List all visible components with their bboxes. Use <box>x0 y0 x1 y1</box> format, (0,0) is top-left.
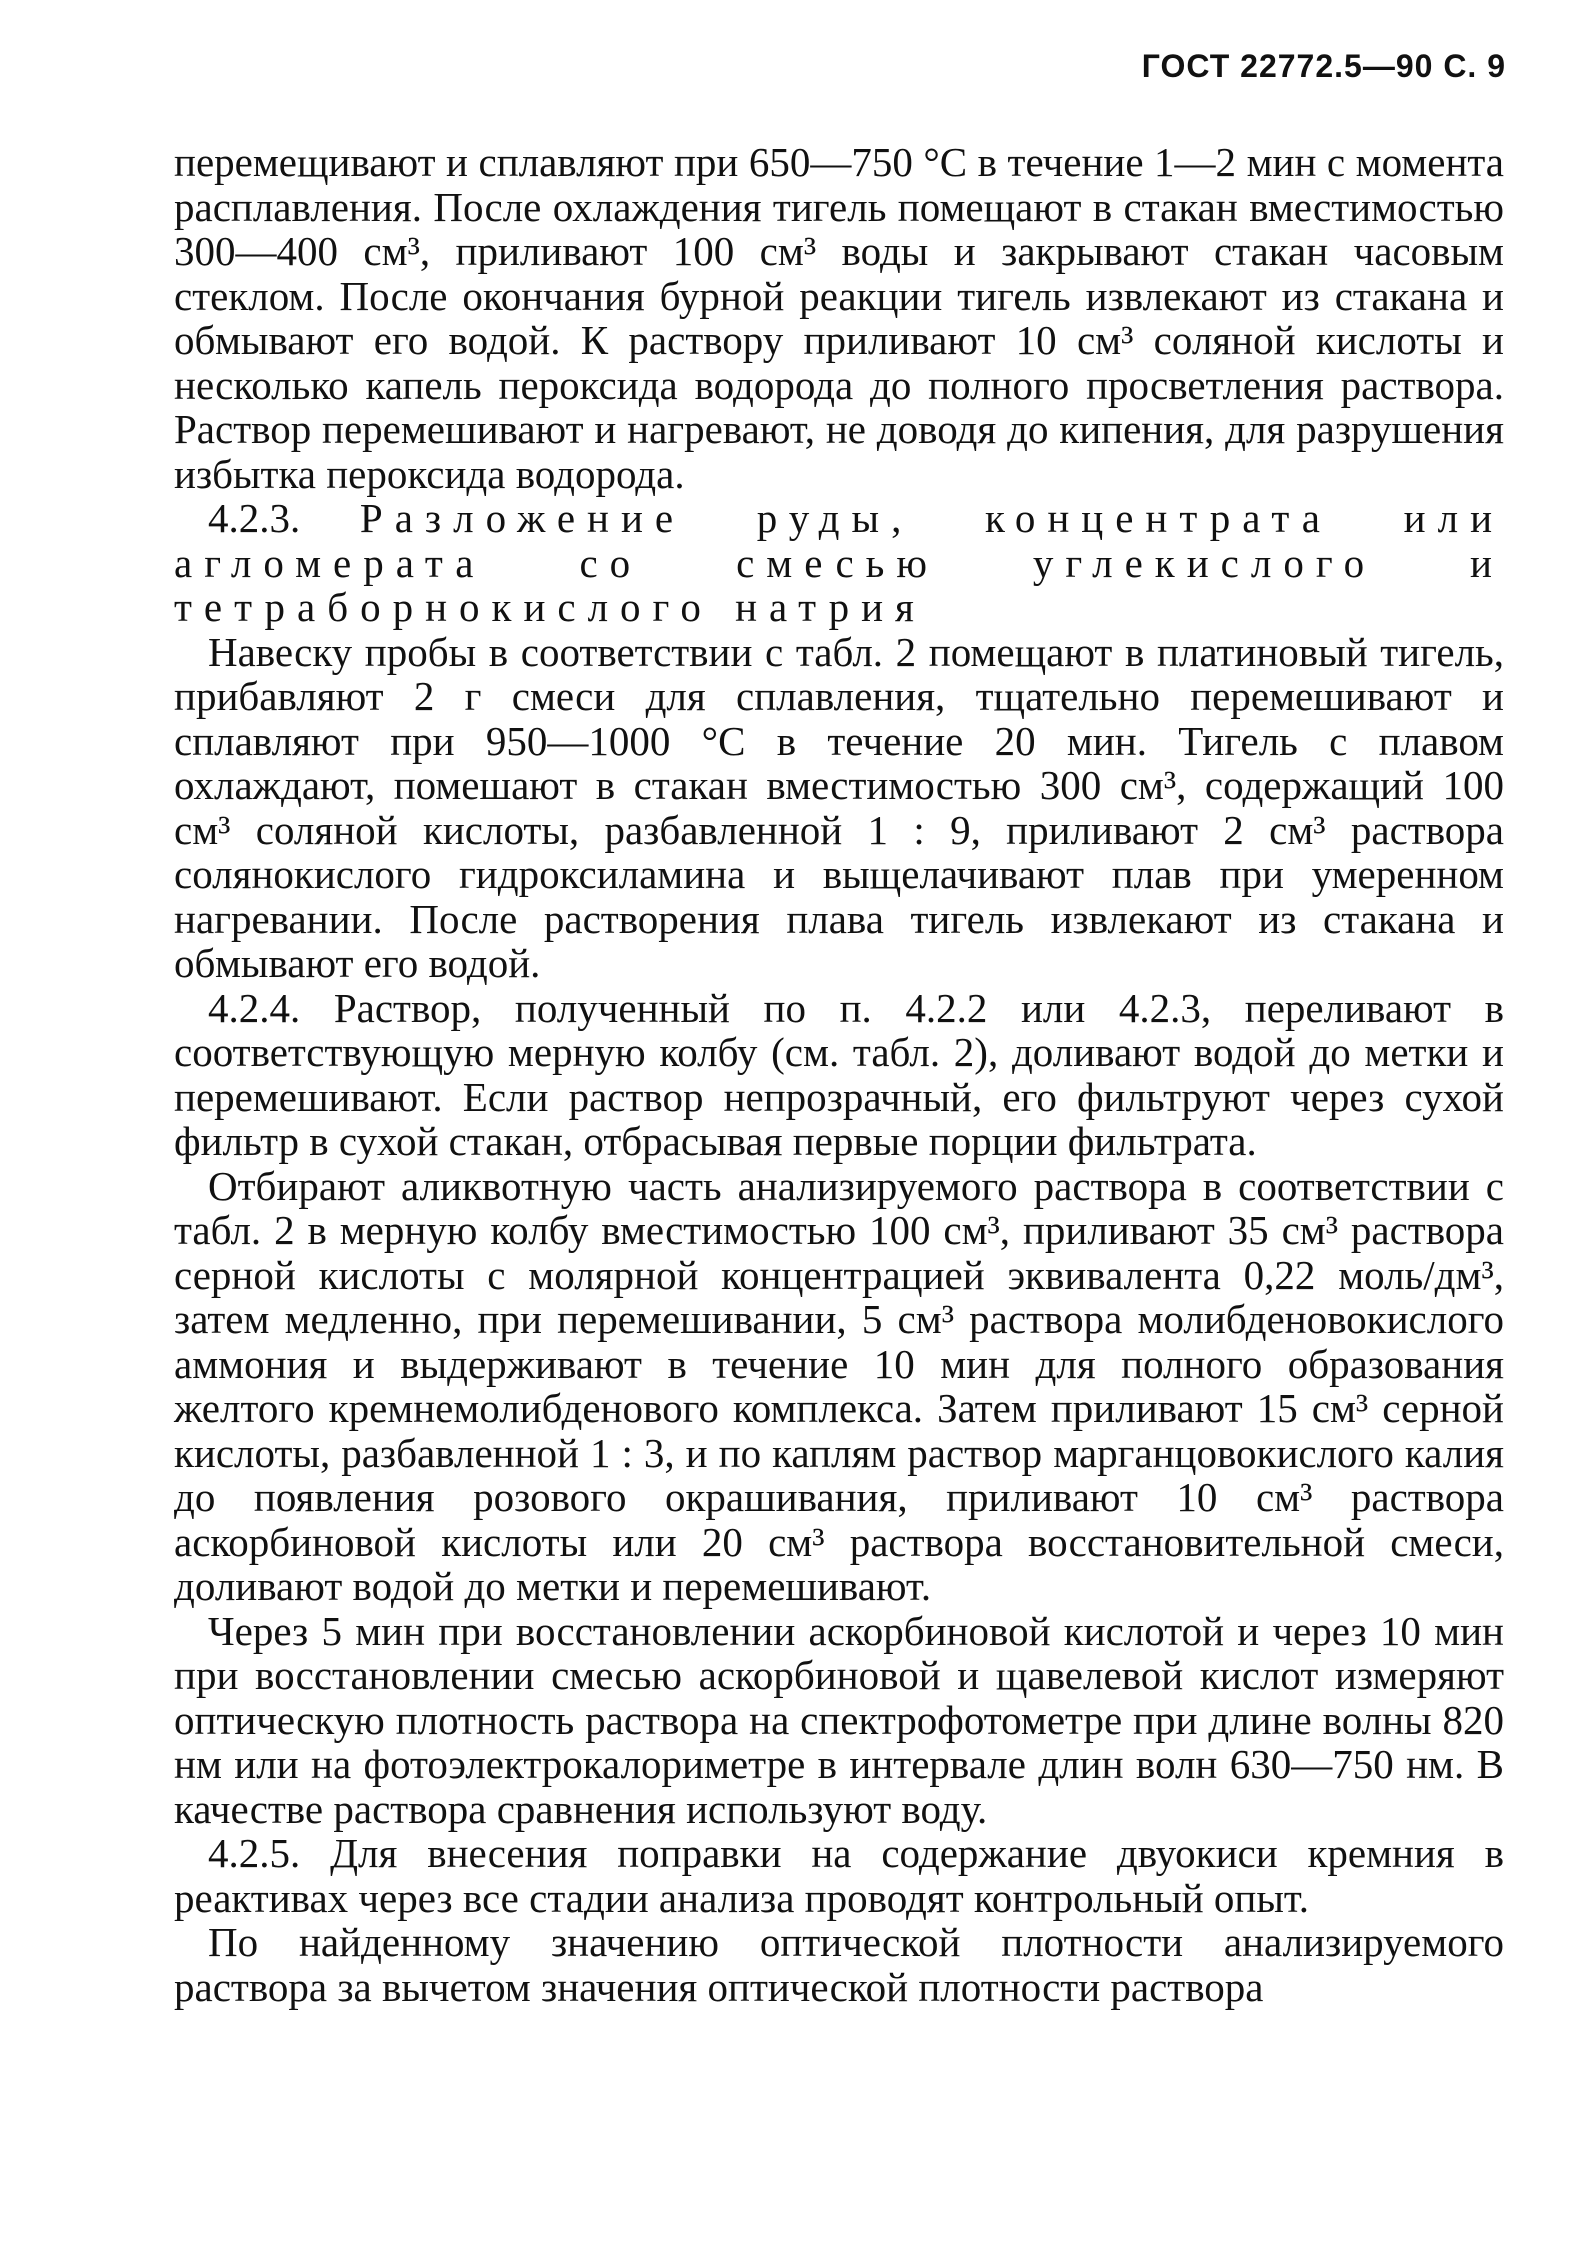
section-title: Разложение руды, концентрата или агломерата со смесью углекислого и тетраборнокислого натрия <box>174 495 1505 630</box>
paragraph: По найденному значению оптической плотности анализируемого раствора за вычетом значения оптической плотности раствора <box>174 1919 1504 2010</box>
paragraph: 4.2.5. Для внесения поправки на содержание двуокиси кремния в реактивах через все стадии анализа проводят контрольный опыт. <box>174 1830 1504 1921</box>
paragraph: Навеску пробы в соответствии с табл. 2 помещают в платиновый тигель, прибавляют 2 г смеси для сплавления, тщательно перемешивают и сплавляют при 950—1000 °С в течение 20 мин. Тигель с плавом охлаждают, помешают в стакан вместимостью 300 см³, содержащий 100 см³ соляной кислоты, разбавленной 1 : 9, приливают 2 см³ раствора солянокислого гидроксиламина и выщелачивают плав при умеренном нагревании. После растворения плава тигель извлекают из стакана и обмывают его водой. <box>174 628 1504 986</box>
document-body <box>174 140 1504 2009</box>
paragraph: Через 5 мин при восстановлении аскорбиновой кислотой и через 10 мин при восстановлении смесью аскорбиновой и щавелевой кислот измеряют оптическую плотность раствора на спектрофотометре при длине волны 820 нм или на фотоэлектрокалориметре в интервале длин волн 630—750 нм. В качестве раствора сравнения используют воду. <box>174 1607 1504 1832</box>
paragraph: Отбирают аликвотную часть анализируемого раствора в соответствии с табл. 2 в мерную колбу вместимостью 100 см³, приливают 35 см³ раствора серной кислоты с молярной концентрацией эквивалента 0,22 моль/дм³, затем медленно, при перемешивании, 5 см³ раствора молибденовокислого аммония и выдерживают в течение 10 мин для полного образования желтого кремнемолибденового комплекса. Затем приливают 15 см³ серной кислоты, разбавленной 1 : 3, и по каплям раствор марганцовокислого калия до появления розового окрашивания, приливают 10 см³ раствора аскорбиновой кислоты или 20 см³ раствора восстановительной смеси, доливают водой до метки и перемешивают. <box>174 1162 1504 1609</box>
paragraph: 4.2.4. Раствор, полученный по п. 4.2.2 или 4.2.3, переливают в соответствующую мерную колбу (см. табл. 2), доливают водой до метки и перемешивают. Если раствор непрозрачный, его фильтруют через сухой фильтр в сухой стакан, отбрасывая первые порции фильтрата. <box>174 984 1504 1164</box>
section-heading-4-2-3 <box>174 496 1504 630</box>
paragraph: перемещивают и сплавляют при 650—750 °С в течение 1—2 мин с момента расплавления. После охлаждения тигель помещают в стакан вместимостью 300—400 см³, приливают 100 см³ воды и закрывают стакан часовым стеклом. После окончания бурной реакции тигель извлекают из стакана и обмывают его водой. К раствору приливают 10 см³ соляной кислоты и несколько капель пероксида водорода до полного просветления раствора. Раствор перемешивают и нагревают, не доводя до кипения, для разрушения избытка пероксида водорода. <box>174 139 1504 497</box>
page-header: ГОСТ 22772.5—90 С. 9 <box>1141 48 1506 84</box>
section-number: 4.2.3. <box>208 495 301 541</box>
